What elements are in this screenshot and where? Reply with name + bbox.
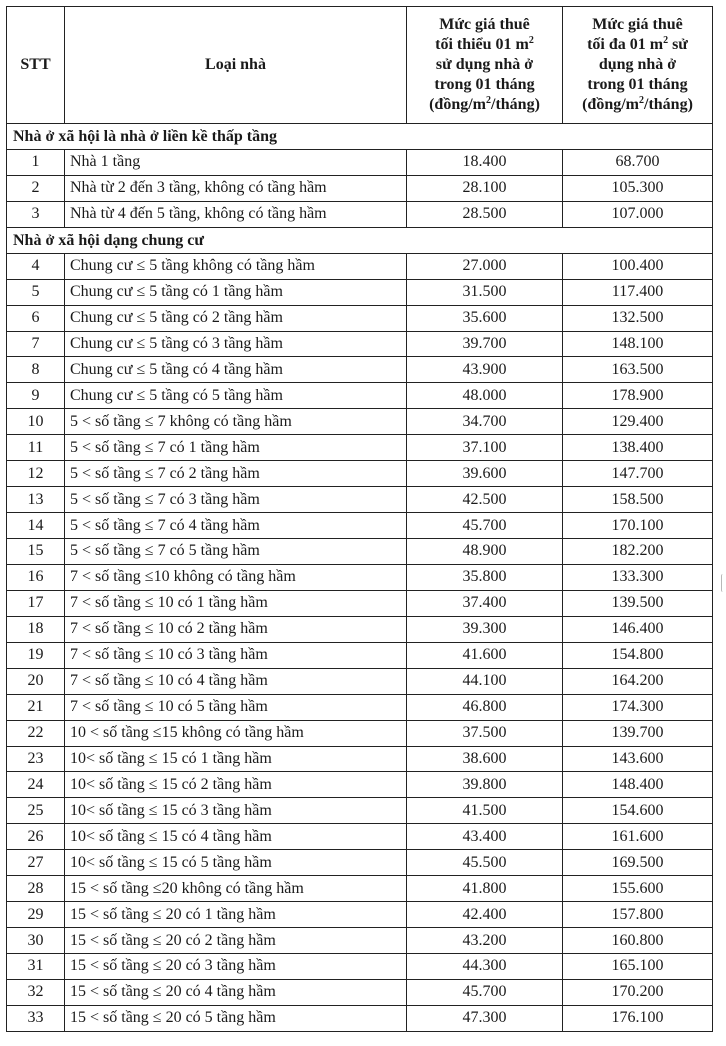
header-min-price: Mức giá thuê tối thiểu 01 $m^2$ sử dụng nhà ở trong 01 tháng $(đồng/m^2/tháng)$ (407, 7, 563, 124)
row-housing-type: Chung cư ≤ 5 tầng có 3 tầng hầm (65, 331, 407, 357)
section-header-row (7, 124, 713, 150)
table-row (7, 850, 713, 876)
row-max-price: 170.100 (563, 513, 713, 539)
row-stt: 25 (7, 798, 65, 824)
row-max-price: 154.800 (563, 642, 713, 668)
table-row (7, 539, 713, 565)
row-min-price: 39.600 (407, 461, 563, 487)
row-stt: 22 (7, 720, 65, 746)
row-housing-type: Chung cư ≤ 5 tầng có 5 tầng hầm (65, 383, 407, 409)
table-row (7, 461, 713, 487)
header-max-price: Mức giá thuê tối đa 01 $m^2$ sử dụng nhà ở trong 01 tháng $(đồng/m^2/tháng)$ (563, 7, 713, 124)
row-stt: 32 (7, 979, 65, 1005)
row-min-price: 45.500 (407, 850, 563, 876)
row-housing-type: Chung cư ≤ 5 tầng có 1 tầng hầm (65, 279, 407, 305)
row-housing-type: 7 < số tầng ≤ 10 có 3 tầng hầm (65, 642, 407, 668)
table-row (7, 1005, 713, 1031)
row-housing-type: Chung cư ≤ 5 tầng có 4 tầng hầm (65, 357, 407, 383)
row-stt: 9 (7, 383, 65, 409)
row-max-price: 158.500 (563, 487, 713, 513)
row-housing-type: 7 < số tầng ≤ 10 có 1 tầng hầm (65, 590, 407, 616)
table-row (7, 357, 713, 383)
row-max-price: 139.700 (563, 720, 713, 746)
row-min-price: 35.600 (407, 305, 563, 331)
table-row (7, 409, 713, 435)
table-header-row (7, 7, 713, 124)
row-max-price: 176.100 (563, 1005, 713, 1031)
row-min-price: 28.100 (407, 175, 563, 201)
row-stt: 31 (7, 954, 65, 980)
row-housing-type: 15 < số tầng ≤20 không có tầng hầm (65, 876, 407, 902)
header-housing-type: Loại nhà (65, 7, 407, 124)
row-min-price: 45.700 (407, 513, 563, 539)
row-housing-type: 10< số tầng ≤ 15 có 5 tầng hầm (65, 850, 407, 876)
row-stt: 1 (7, 149, 65, 175)
row-min-price: 43.900 (407, 357, 563, 383)
row-min-price: 42.400 (407, 902, 563, 928)
row-housing-type: 5 < số tầng ≤ 7 có 5 tầng hầm (65, 539, 407, 565)
table-row (7, 279, 713, 305)
row-max-price: 170.200 (563, 979, 713, 1005)
row-min-price: 18.400 (407, 149, 563, 175)
row-housing-type: Chung cư ≤ 5 tầng không có tầng hầm (65, 253, 407, 279)
row-housing-type: 7 < số tầng ≤ 10 có 5 tầng hầm (65, 694, 407, 720)
row-max-price: 169.500 (563, 850, 713, 876)
section-header-row (7, 227, 713, 253)
row-housing-type: 15 < số tầng ≤ 20 có 1 tầng hầm (65, 902, 407, 928)
row-max-price: 117.400 (563, 279, 713, 305)
row-housing-type: 5 < số tầng ≤ 7 không có tầng hầm (65, 409, 407, 435)
rental-price-table (6, 6, 713, 1032)
table-row (7, 331, 713, 357)
row-max-price: 148.400 (563, 772, 713, 798)
table-row (7, 201, 713, 227)
row-min-price: 27.000 (407, 253, 563, 279)
table-row (7, 175, 713, 201)
row-housing-type: 10< số tầng ≤ 15 có 1 tầng hầm (65, 746, 407, 772)
row-housing-type: 15 < số tầng ≤ 20 có 2 tầng hầm (65, 928, 407, 954)
table-row (7, 616, 713, 642)
table-row (7, 720, 713, 746)
table-row (7, 383, 713, 409)
row-max-price: 105.300 (563, 175, 713, 201)
row-min-price: 45.700 (407, 979, 563, 1005)
section-title: Nhà ở xã hội dạng chung cư (7, 227, 713, 253)
row-stt: 13 (7, 487, 65, 513)
row-housing-type: Nhà 1 tầng (65, 149, 407, 175)
row-min-price: 39.700 (407, 331, 563, 357)
scan-edge-mark (721, 574, 725, 592)
row-max-price: 129.400 (563, 409, 713, 435)
table-row (7, 435, 713, 461)
row-min-price: 48.900 (407, 539, 563, 565)
row-stt: 2 (7, 175, 65, 201)
row-max-price: 146.400 (563, 616, 713, 642)
table-row (7, 305, 713, 331)
row-housing-type: 5 < số tầng ≤ 7 có 3 tầng hầm (65, 487, 407, 513)
row-stt: 16 (7, 564, 65, 590)
table-row (7, 979, 713, 1005)
row-housing-type: 10< số tầng ≤ 15 có 2 tầng hầm (65, 772, 407, 798)
table-row (7, 746, 713, 772)
row-min-price: 37.500 (407, 720, 563, 746)
row-housing-type: Nhà từ 4 đến 5 tầng, không có tầng hầm (65, 201, 407, 227)
row-stt: 15 (7, 539, 65, 565)
row-min-price: 37.400 (407, 590, 563, 616)
row-max-price: 160.800 (563, 928, 713, 954)
row-min-price: 41.500 (407, 798, 563, 824)
row-housing-type: 10< số tầng ≤ 15 có 4 tầng hầm (65, 824, 407, 850)
table-row (7, 487, 713, 513)
header-stt: STT (7, 7, 65, 124)
row-housing-type: 15 < số tầng ≤ 20 có 5 tầng hầm (65, 1005, 407, 1031)
row-max-price: 182.200 (563, 539, 713, 565)
table-row (7, 798, 713, 824)
row-stt: 23 (7, 746, 65, 772)
row-stt: 3 (7, 201, 65, 227)
row-stt: 33 (7, 1005, 65, 1031)
row-max-price: 147.700 (563, 461, 713, 487)
row-stt: 26 (7, 824, 65, 850)
table-body (7, 124, 713, 1032)
row-max-price: 133.300 (563, 564, 713, 590)
row-stt: 7 (7, 331, 65, 357)
row-stt: 11 (7, 435, 65, 461)
row-min-price: 47.300 (407, 1005, 563, 1031)
row-housing-type: 5 < số tầng ≤ 7 có 1 tầng hầm (65, 435, 407, 461)
row-min-price: 34.700 (407, 409, 563, 435)
table-row (7, 954, 713, 980)
row-min-price: 42.500 (407, 487, 563, 513)
row-housing-type: 15 < số tầng ≤ 20 có 3 tầng hầm (65, 954, 407, 980)
rental-price-table-page (6, 6, 713, 1032)
row-housing-type: 7 < số tầng ≤10 không có tầng hầm (65, 564, 407, 590)
row-housing-type: 7 < số tầng ≤ 10 có 4 tầng hầm (65, 668, 407, 694)
row-min-price: 44.100 (407, 668, 563, 694)
row-max-price: 154.600 (563, 798, 713, 824)
table-row (7, 824, 713, 850)
table-row (7, 876, 713, 902)
row-max-price: 100.400 (563, 253, 713, 279)
row-stt: 24 (7, 772, 65, 798)
row-max-price: 68.700 (563, 149, 713, 175)
row-stt: 27 (7, 850, 65, 876)
row-housing-type: 5 < số tầng ≤ 7 có 4 tầng hầm (65, 513, 407, 539)
row-max-price: 178.900 (563, 383, 713, 409)
row-min-price: 38.600 (407, 746, 563, 772)
row-min-price: 48.000 (407, 383, 563, 409)
row-housing-type: Nhà từ 2 đến 3 tầng, không có tầng hầm (65, 175, 407, 201)
row-stt: 30 (7, 928, 65, 954)
row-min-price: 39.800 (407, 772, 563, 798)
row-max-price: 139.500 (563, 590, 713, 616)
row-max-price: 132.500 (563, 305, 713, 331)
row-min-price: 46.800 (407, 694, 563, 720)
row-max-price: 174.300 (563, 694, 713, 720)
row-max-price: 163.500 (563, 357, 713, 383)
table-row (7, 902, 713, 928)
section-title: Nhà ở xã hội là nhà ở liền kề thấp tầng (7, 124, 713, 150)
row-min-price: 31.500 (407, 279, 563, 305)
row-housing-type: 5 < số tầng ≤ 7 có 2 tầng hầm (65, 461, 407, 487)
row-stt: 4 (7, 253, 65, 279)
row-max-price: 165.100 (563, 954, 713, 980)
row-stt: 10 (7, 409, 65, 435)
row-min-price: 41.800 (407, 876, 563, 902)
table-row (7, 564, 713, 590)
row-stt: 21 (7, 694, 65, 720)
row-max-price: 157.800 (563, 902, 713, 928)
table-row (7, 590, 713, 616)
row-stt: 8 (7, 357, 65, 383)
table-row (7, 513, 713, 539)
row-stt: 19 (7, 642, 65, 668)
table-row (7, 253, 713, 279)
row-max-price: 107.000 (563, 201, 713, 227)
row-min-price: 43.200 (407, 928, 563, 954)
table-row (7, 928, 713, 954)
row-max-price: 155.600 (563, 876, 713, 902)
row-min-price: 35.800 (407, 564, 563, 590)
row-min-price: 39.300 (407, 616, 563, 642)
row-min-price: 43.400 (407, 824, 563, 850)
table-row (7, 772, 713, 798)
row-stt: 17 (7, 590, 65, 616)
row-housing-type: Chung cư ≤ 5 tầng có 2 tầng hầm (65, 305, 407, 331)
row-max-price: 143.600 (563, 746, 713, 772)
row-stt: 14 (7, 513, 65, 539)
row-stt: 5 (7, 279, 65, 305)
row-min-price: 28.500 (407, 201, 563, 227)
row-max-price: 161.600 (563, 824, 713, 850)
table-row (7, 642, 713, 668)
row-housing-type: 15 < số tầng ≤ 20 có 4 tầng hầm (65, 979, 407, 1005)
row-housing-type: 10< số tầng ≤ 15 có 3 tầng hầm (65, 798, 407, 824)
row-stt: 12 (7, 461, 65, 487)
row-stt: 6 (7, 305, 65, 331)
row-stt: 18 (7, 616, 65, 642)
row-min-price: 41.600 (407, 642, 563, 668)
row-housing-type: 7 < số tầng ≤ 10 có 2 tầng hầm (65, 616, 407, 642)
row-stt: 20 (7, 668, 65, 694)
row-stt: 29 (7, 902, 65, 928)
row-max-price: 138.400 (563, 435, 713, 461)
row-max-price: 164.200 (563, 668, 713, 694)
row-housing-type: 10 < số tầng ≤15 không có tầng hầm (65, 720, 407, 746)
row-stt: 28 (7, 876, 65, 902)
row-max-price: 148.100 (563, 331, 713, 357)
table-row (7, 149, 713, 175)
table-row (7, 694, 713, 720)
row-min-price: 37.100 (407, 435, 563, 461)
row-min-price: 44.300 (407, 954, 563, 980)
table-row (7, 668, 713, 694)
